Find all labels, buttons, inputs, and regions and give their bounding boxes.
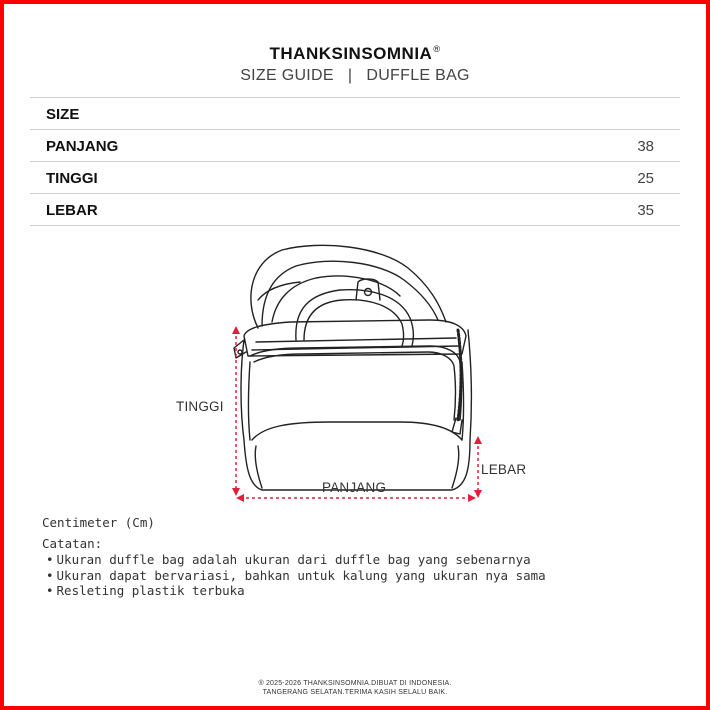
note-item: • Ukuran dapat bervariasi, bahkan untuk kalung yang ukuran nya sama — [46, 568, 546, 584]
handle — [296, 290, 413, 346]
subtitle-separator: | — [347, 67, 353, 84]
front-zipper — [250, 346, 462, 420]
registered-mark: ® — [433, 44, 441, 54]
size-row-label: TINGGI — [46, 170, 98, 187]
size-row-label: PANJANG — [46, 138, 119, 155]
height-label: TINGGI — [176, 399, 224, 414]
brand-title: THANKSINSOMNIA® — [269, 44, 441, 63]
size-row-value: 35 — [637, 202, 654, 219]
footer-line-2: TANGERANG SELATAN.TERIMA KASIH SELALU BAIK. — [262, 689, 448, 696]
width-label: LEBAR — [481, 462, 527, 477]
arrow-up-icon — [232, 326, 240, 334]
subtitle-size-guide: SIZE GUIDE — [240, 67, 334, 84]
notes-list — [46, 552, 546, 599]
size-heading: SIZE — [46, 106, 80, 123]
arrow-right-icon — [468, 494, 476, 502]
note-item: • Ukuran duffle bag adalah ukuran dari duffle bag yang sebenarnya — [46, 552, 546, 568]
length-label: PANJANG — [322, 480, 387, 495]
footer — [0, 679, 710, 697]
bag-bottom — [252, 422, 462, 440]
notes-heading: Catatan: — [42, 536, 103, 551]
arrow-down-small-icon — [474, 490, 482, 498]
size-row-value: 25 — [637, 170, 654, 187]
arrow-up-small-icon — [474, 436, 482, 444]
shoulder-strap — [251, 245, 446, 328]
note-item: • Resleting plastik terbuka — [46, 583, 546, 599]
size-row-label: LEBAR — [46, 202, 98, 219]
size-row-value: 38 — [637, 138, 654, 155]
unit-label: Centimeter (Cm) — [42, 515, 155, 530]
arrow-left-icon — [236, 494, 244, 502]
arrow-down-icon — [232, 488, 240, 496]
subtitle-product: DUFFLE BAG — [366, 67, 470, 84]
footer-line-1: ® 2025-2026 THANKSINSOMNIA.DIBUAT DI INDONESIA. — [258, 680, 452, 687]
